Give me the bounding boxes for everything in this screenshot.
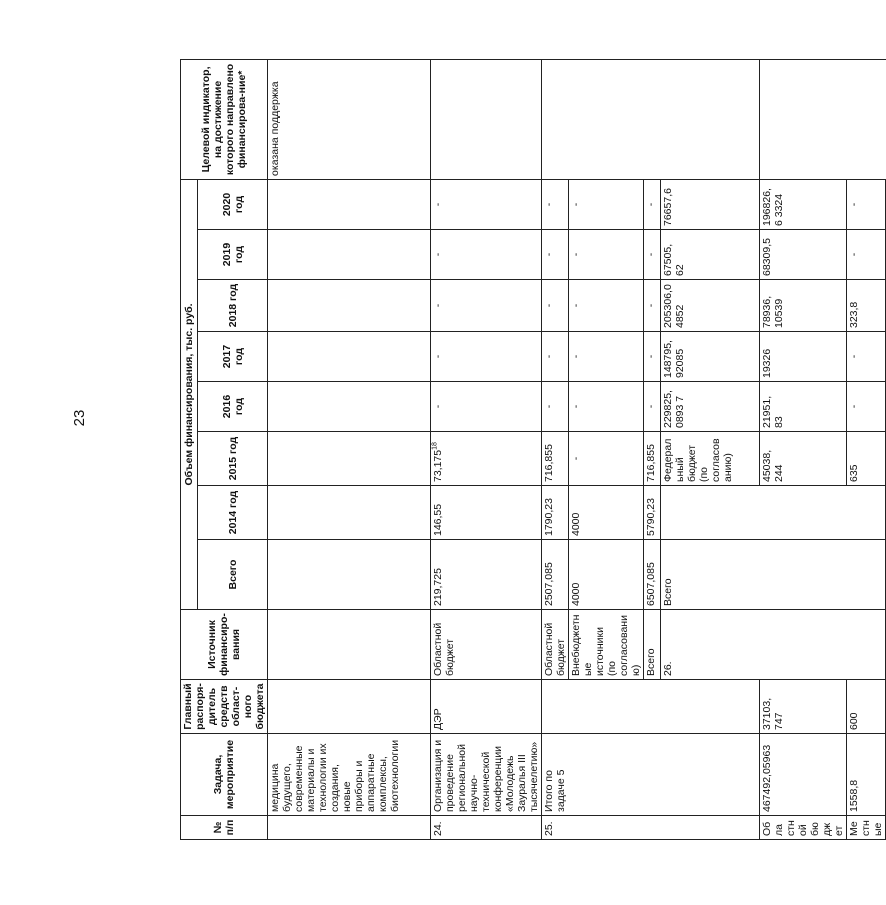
row26-source: Федеральный бюджет (по согласованию) xyxy=(661,432,760,486)
table-row-25-total: Всего 6507,085 5790,23 716,855 - - - - - xyxy=(644,59,661,839)
header-row-1 xyxy=(181,59,198,839)
table-row-25-regional: 25. Итого по задаче 5 Областной бюджет 2507,085 1790,23 716,855 - - - - - xyxy=(542,59,569,839)
table-row-25-extrabudget: Внебюджетные источники (по согласованию) 4000 4000 - - - - - - xyxy=(569,59,644,839)
row24-num: 24. xyxy=(431,816,542,840)
row24-2016: - xyxy=(431,382,542,432)
header-2019: 2019 год xyxy=(198,230,268,280)
page-number: 23 xyxy=(71,409,88,427)
header-2014: 2014 год xyxy=(198,486,268,540)
row25-2015: - xyxy=(569,432,644,486)
row26-2016: 21951, 83 xyxy=(760,382,847,432)
row25-total: 6507,085 xyxy=(644,540,661,610)
row26-source: Местные xyxy=(847,816,886,840)
row26-2017: 19326 xyxy=(760,332,847,382)
header-source: Источник финансиро-вания xyxy=(181,610,268,680)
cont-indicator: оказана поддержка xyxy=(268,59,431,179)
row24-2014: 146,55 xyxy=(431,486,542,540)
row26-total: 1558,8 xyxy=(847,734,886,816)
header-total: Всего xyxy=(198,540,268,610)
table-row-continuation xyxy=(268,59,431,839)
row26-2018: 78936, 10539 xyxy=(760,280,847,332)
row25-total: 2507,085 xyxy=(542,540,569,610)
header-volume: Объем финансирования, тыс. руб. xyxy=(181,179,198,609)
header-indicator: Целевой индикатор, на достижение которого направлено финансирова-ние* xyxy=(181,59,268,179)
table-row-26-regional xyxy=(760,59,847,839)
rotated-table-wrapper xyxy=(180,60,884,840)
header-2015: 2015 год xyxy=(198,432,268,486)
row26-2014: 600 xyxy=(847,680,886,734)
row25-source: Областной бюджет xyxy=(542,610,569,680)
row24-2020: - xyxy=(431,179,542,229)
row24-source: Областной бюджет xyxy=(431,610,542,680)
header-task: Задача, мероприятие xyxy=(181,734,268,816)
row25-2014: 4000 xyxy=(569,486,644,540)
header-2020: 2020 год xyxy=(198,179,268,229)
row26-2016: 67505, 62 xyxy=(661,230,760,280)
row26-2014: 37103, 747 xyxy=(760,680,847,734)
row26-task: Всего xyxy=(661,540,886,610)
row24-2015: 73,175$^{18}$ xyxy=(431,432,542,486)
header-num: № п/п xyxy=(181,816,268,840)
table-row-24 xyxy=(431,59,542,839)
cont-task: медицина будущего, современные материалы и технологии их создания, новые приборы и аппаратные комплексы, биотехнологии xyxy=(268,734,431,816)
row26-2019: 68309,5 xyxy=(760,230,847,280)
financing-table xyxy=(180,59,886,840)
row26-2018: 323,8 xyxy=(847,280,886,332)
row24-2018: - xyxy=(431,280,542,332)
header-2017: 2017 год xyxy=(198,332,268,382)
row26-2015: 635 xyxy=(847,432,886,486)
row26-2020: 196826,6 3324 xyxy=(760,179,847,229)
row25-2015: 716,855 xyxy=(542,432,569,486)
row24-admin: ДЭР xyxy=(431,680,542,734)
row25-source: Внебюджетные источники (по согласованию) xyxy=(569,610,644,680)
row24-total: 219,725 xyxy=(431,540,542,610)
row26-2014: 148795, 92085 xyxy=(661,332,760,382)
header-admin: Главный распоря-дитель средств област-ного бюджета xyxy=(181,680,268,734)
row26-num: 26. xyxy=(661,610,886,680)
row25-2015: 716,855 xyxy=(644,432,661,486)
row25-2014: 5790,23 xyxy=(644,486,661,540)
row26-2017: 76657,6 xyxy=(661,179,760,229)
row26-2015: 45038, 244 xyxy=(760,432,847,486)
row24-2017: - xyxy=(431,332,542,382)
row25-task: Итого по задаче 5 xyxy=(542,734,760,816)
row25-num: 25. xyxy=(542,816,760,840)
row26-source: Областной бюджет xyxy=(760,816,847,840)
row25-total: 4000 xyxy=(569,540,644,610)
row24-task: Организация и проведение региональной научно-технической конференции «Молодежь Зауралья III тысячелетию» xyxy=(431,734,542,816)
row25-source: Всего xyxy=(644,610,661,680)
row24-2019: - xyxy=(431,230,542,280)
row26-total: 467492,05963 xyxy=(760,734,847,816)
row26-total: 229825,0893 7 xyxy=(661,382,760,432)
footnote-ref: 18 xyxy=(431,442,439,450)
table-row-26-local: Местные 1558,8 600 635 - - 323,8 - - xyxy=(847,59,886,839)
header-2018: 2018 год xyxy=(198,280,268,332)
header-2016: 2016 год xyxy=(198,382,268,432)
row25-2014: 1790,23 xyxy=(542,486,569,540)
row26-2015: 205306,0 4852 xyxy=(661,280,760,332)
